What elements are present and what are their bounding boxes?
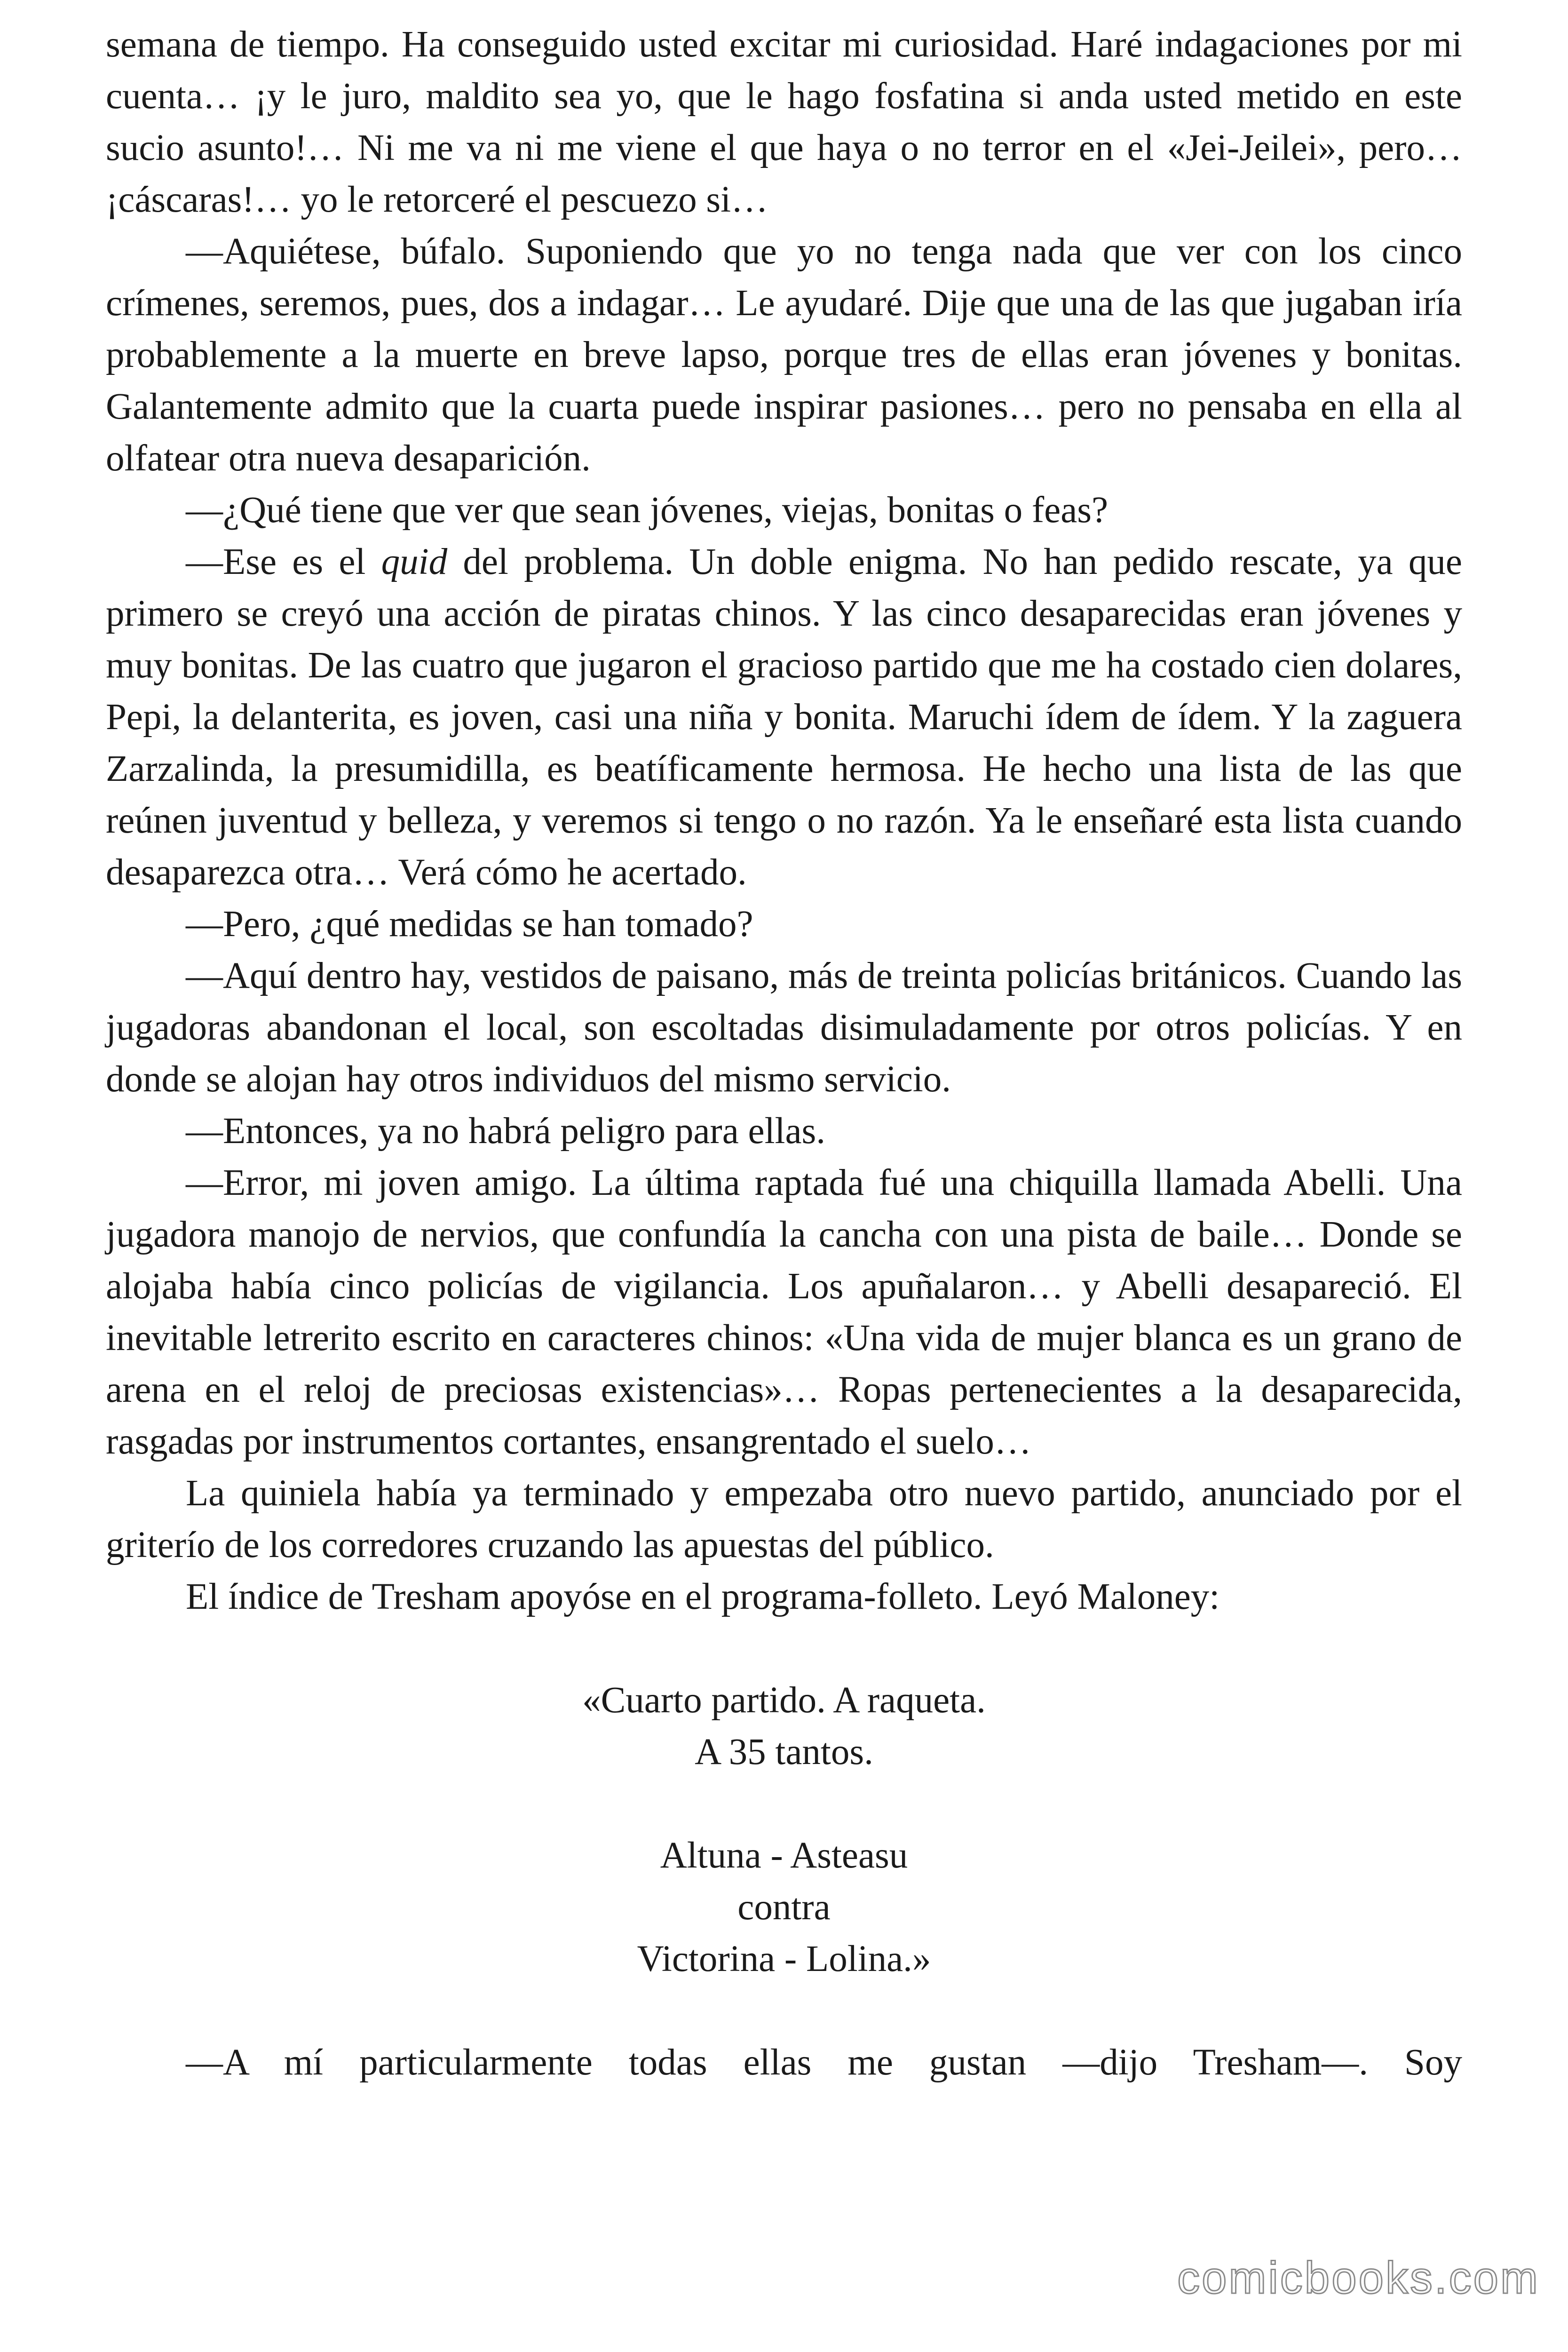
announcement-line-5: Victorina - Lolina.» [637, 1939, 931, 1979]
paragraph-10: El índice de Tresham apoyóse en el programa-folleto. Leyó Maloney: [186, 1576, 1220, 1617]
page-body [106, 19, 1462, 2089]
paragraph-1: semana de tiempo. Ha conseguido usted excitar mi curiosidad. Haré indagaciones por mi cuenta… ¡y le juro, maldito sea yo, que le hago fosfatina si anda usted metido en este sucio asunto!… Ni me va ni me viene el que haya o no terror en el «Jei-Jeilei», pero… ¡cáscaras!… yo le retorceré el pescuezo si… [106, 24, 1462, 220]
watermark-logo: comicbooks.com [1177, 2253, 1540, 2303]
italic-word: quid [381, 541, 448, 582]
paragraph-6: —Aquí dentro hay, vestidos de paisano, más de treinta policías británicos. Cuando las jugadoras abandonan el local, son escoltadas disimuladamente por otros policías. Y en donde se alojan hay otros individuos del mismo servicio. [106, 955, 1462, 1100]
paragraph-2: —Aquiétese, búfalo. Suponiendo que yo no tenga nada que ver con los cinco crímenes, seremos, pues, dos a indagar… Le ayudaré. Dije que una de las que jugaban iría probablemente a la muerte en breve lapso, porque tres de ellas eran jóvenes y bonitas. Galantemente admito que la cuarta puede inspirar pasiones… pero no pensaba en ella al olfatear otra nueva desaparición. [106, 231, 1462, 479]
paragraph-4 [106, 536, 1462, 898]
paragraph-4-rest: del problema. Un doble enigma. No han pedido rescate, ya que primero se creyó una acción de piratas chinos. Y las cinco desaparecidas eran jóvenes y muy bonitas. De las cuatro que jugaron el gracioso partido que me ha costado cien dolares, Pepi, la delanterita, es joven, casi una niña y bonita. Maruchi ídem de ídem. Y la zaguera Zarzalinda, la presumidilla, es beatíficamente hermosa. He hecho una lista de las que reúnen juventud y belleza, y veremos si tengo o no razón. Ya le enseñaré esta lista cuando desaparezca otra… Verá cómo he acertado. [106, 541, 1462, 893]
paragraph-7: —Entonces, ya no habrá peligro para ellas. [186, 1111, 826, 1152]
paragraph-5: —Pero, ¿qué medidas se han tomado? [186, 904, 753, 945]
announcement-gap [106, 1778, 1462, 1830]
final-line: —A mí particularmente todas ellas me gustan —dijo Tresham—. Soy [186, 2042, 1462, 2083]
announcement-line-2: A 35 tantos. [695, 1732, 873, 1772]
paragraph-3: —¿Qué tiene que ver que sean jóvenes, viejas, bonitas o feas? [186, 490, 1109, 531]
match-announcement [106, 1675, 1462, 1985]
paragraph-8: —Error, mi joven amigo. La última raptada fué una chiquilla llamada Abelli. Una jugadora manojo de nervios, que confundía la cancha con una pista de baile… Donde se alojaba había cinco policías de vigilancia. Los apuñalaron… y Abelli desapareció. El inevitable letrerito escrito en caracteres chinos: «Una vida de mujer blanca es un grano de arena en el reloj de preciosas existencias»… Ropas pertenecientes a la desaparecida, rasgadas por instrumentos cortantes, ensangrentado el suelo… [106, 1162, 1462, 1462]
announcement-line-4: contra [737, 1887, 831, 1928]
paragraph-4-start: —Ese es el [186, 541, 381, 582]
announcement-line-3: Altuna - Asteasu [660, 1835, 908, 1876]
paragraph-9: La quiniela había ya terminado y empezaba otro nuevo partido, anunciado por el griterío de los corredores cruzando las apuestas del público. [106, 1473, 1462, 1565]
announcement-line-1: «Cuarto partido. A raqueta. [582, 1680, 986, 1721]
